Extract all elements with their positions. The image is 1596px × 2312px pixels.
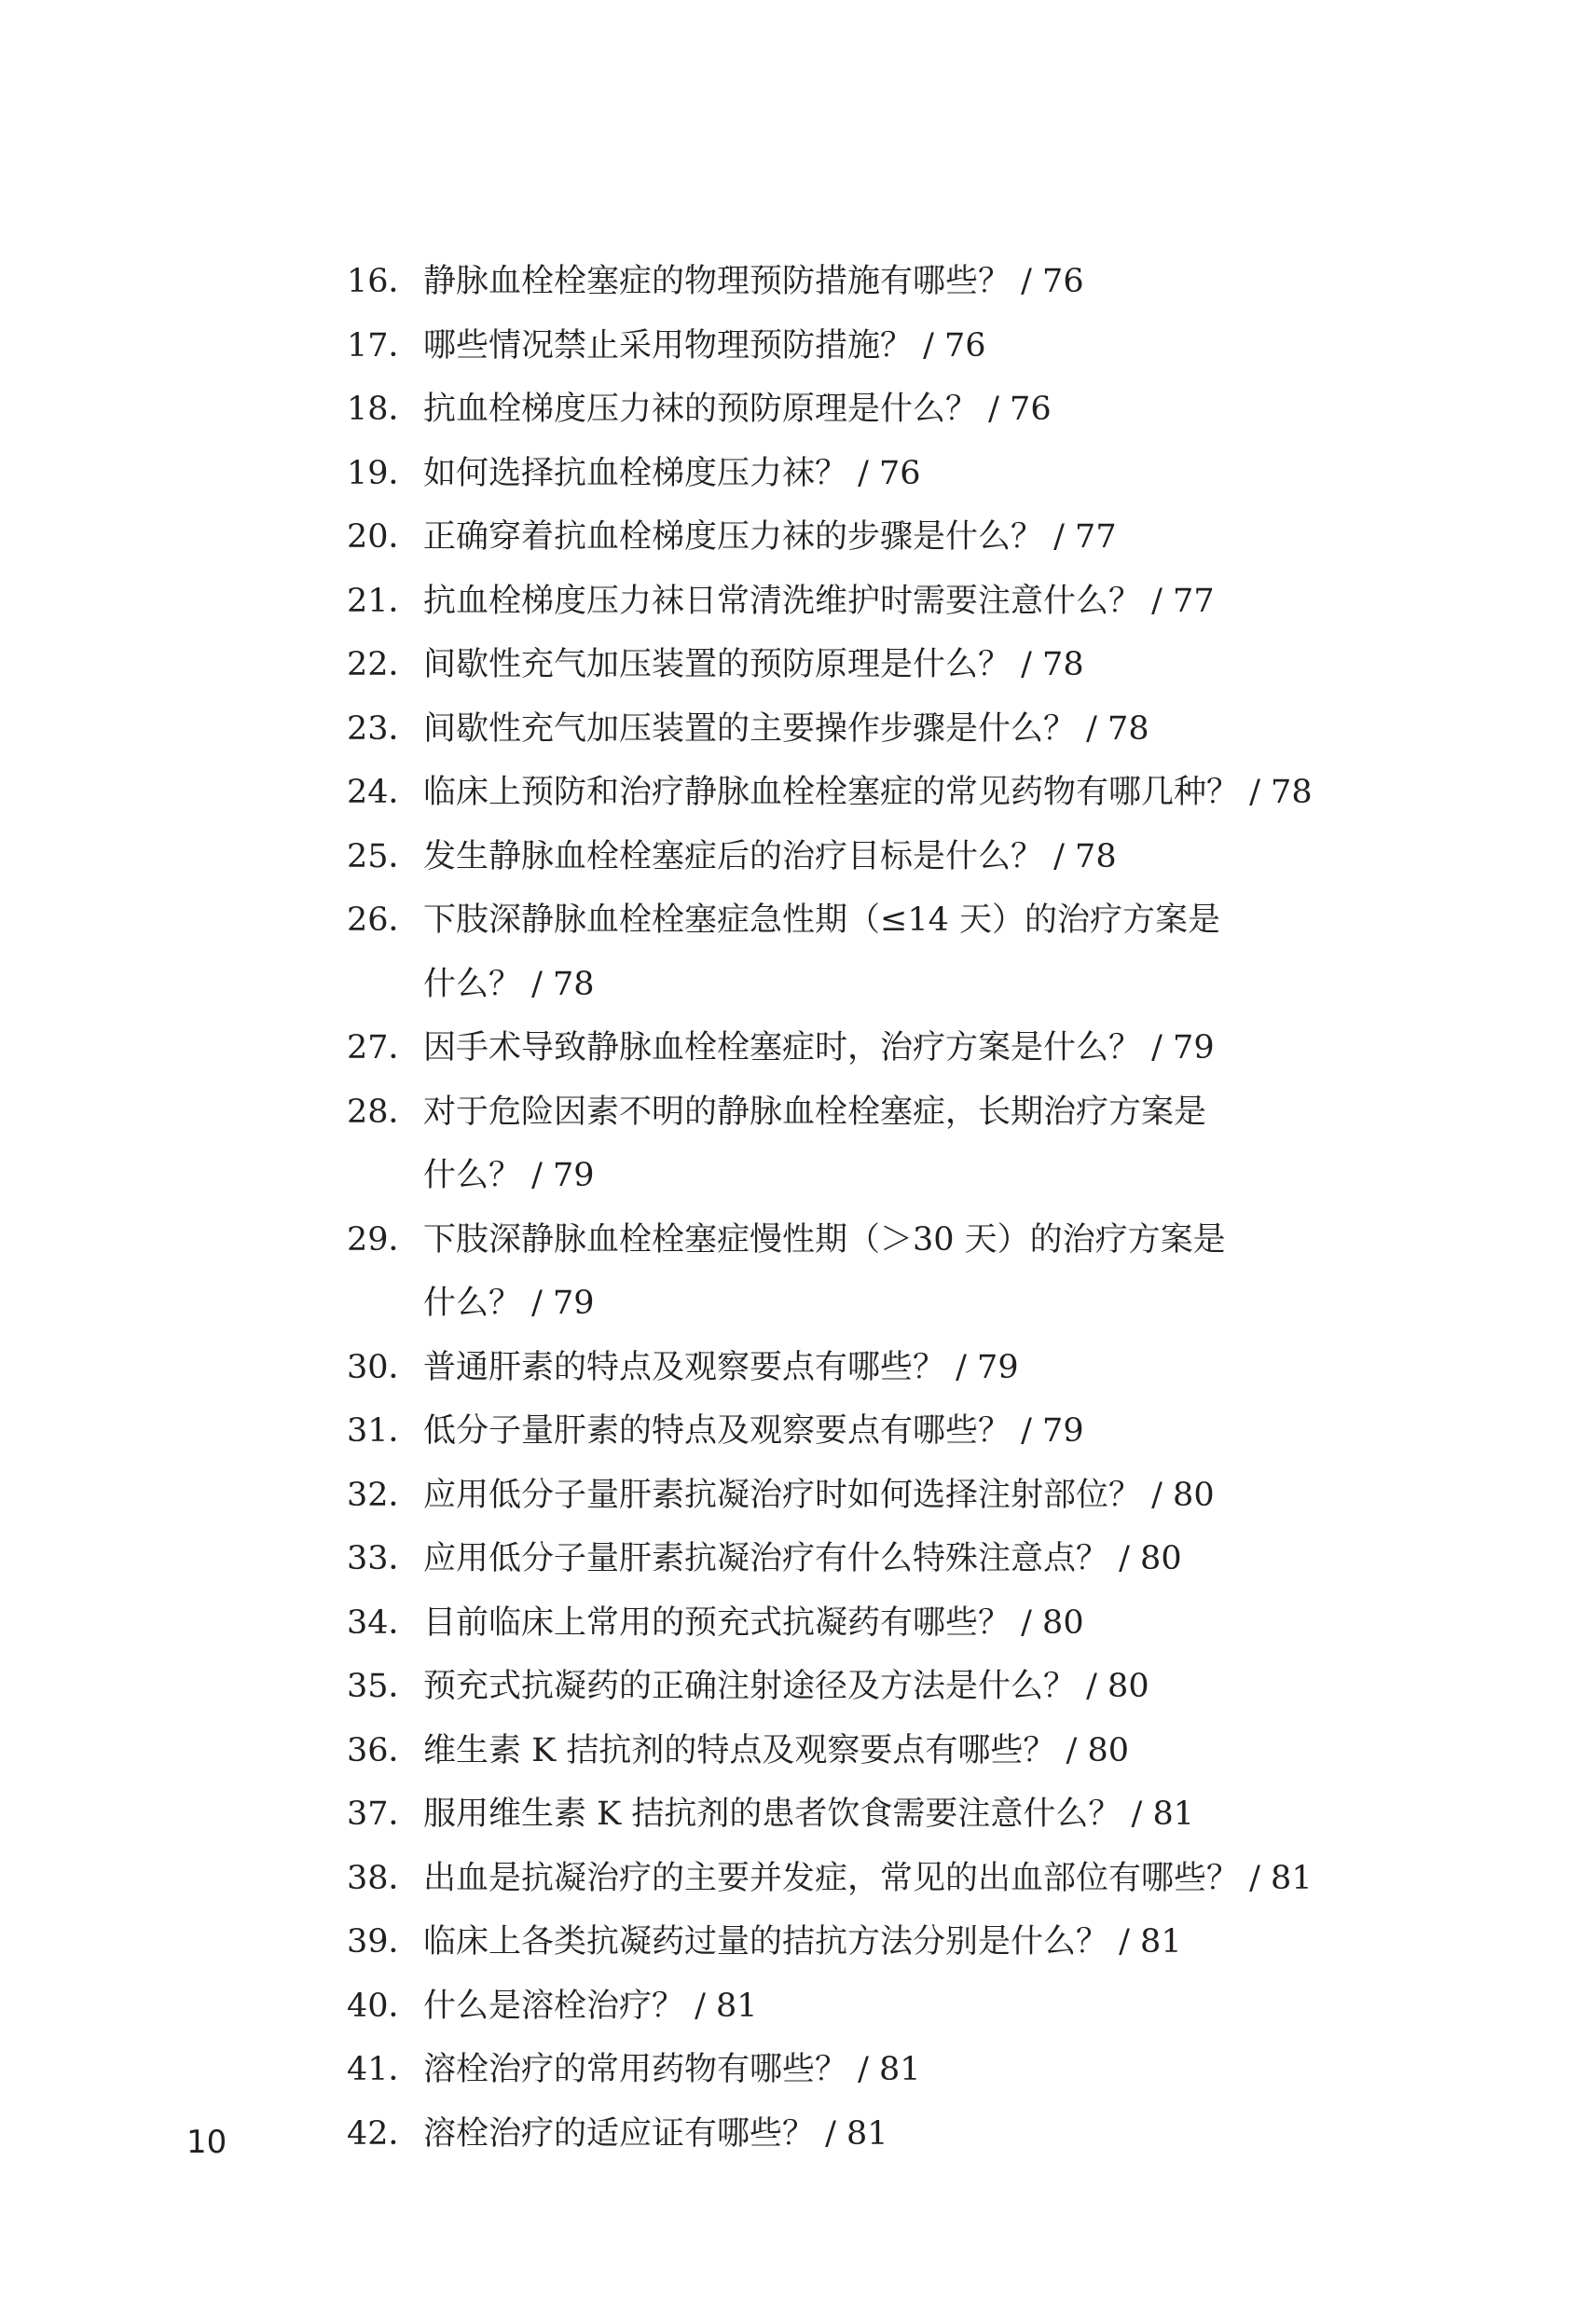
entry-title (423, 1080, 1206, 1208)
entry-title-line: 间歇性充气加压装置的预防原理是什么？ / 78 (423, 646, 1084, 683)
toc-entry (347, 570, 1391, 634)
entry-title-line: 下肢深静脉血栓栓塞症急性期（≤14 天）的治疗方案是 (423, 901, 1220, 939)
entry-title (423, 505, 1117, 570)
entry-title (423, 761, 1313, 825)
page-number: 10 (186, 2124, 227, 2161)
entry-title (423, 250, 1084, 314)
entry-number: 28． (347, 1093, 421, 1131)
entry-title-line: 应用低分子量肝素抗凝治疗时如何选择注射部位？ / 80 (423, 1476, 1215, 1514)
entry-title (423, 314, 986, 378)
entry-number: 26． (347, 901, 421, 939)
entry-title-line: 抗血栓梯度压力袜日常清洗维护时需要注意什么？ / 77 (423, 582, 1215, 620)
toc-entry (347, 505, 1391, 570)
entry-title-line: 预充式抗凝药的正确注射途径及方法是什么？ / 80 (423, 1668, 1149, 1705)
entry-title-line: 什么？ / 78 (423, 965, 595, 1003)
entry-title-line: 溶栓治疗的常用药物有哪些？ / 81 (423, 2051, 921, 2088)
entry-title (423, 1527, 1182, 1591)
entry-title-line: 发生静脉血栓栓塞症后的治疗目标是什么？ / 78 (423, 837, 1117, 875)
entry-title (423, 1655, 1149, 1719)
toc-entry (347, 633, 1391, 697)
toc-entry (347, 1399, 1391, 1464)
toc-entry (347, 1208, 1391, 1336)
entry-number: 19． (347, 454, 421, 492)
entry-number: 16． (347, 263, 421, 300)
entry-title (423, 1719, 1129, 1783)
entry-title (423, 570, 1215, 634)
entry-title-line: 应用低分子量肝素抗凝治疗有什么特殊注意点？ / 80 (423, 1540, 1182, 1577)
toc-entry (347, 378, 1391, 442)
toc-entry (347, 1975, 1391, 2039)
table-of-contents (347, 250, 1391, 2166)
entry-number: 35． (347, 1668, 421, 1705)
entry-number: 18． (347, 391, 421, 428)
entry-number: 25． (347, 837, 421, 875)
toc-entry (347, 1782, 1391, 1847)
entry-title (423, 1464, 1215, 1528)
entry-title-line: 因手术导致静脉血栓栓塞症时，治疗方案是什么？ / 79 (423, 1029, 1215, 1067)
entry-title-line: 如何选择抗血栓梯度压力袜？ / 76 (423, 454, 921, 492)
entry-title-line: 哪些情况禁止采用物理预防措施？ / 76 (423, 326, 986, 365)
toc-entry (347, 1847, 1391, 1911)
toc-entry (347, 1719, 1391, 1783)
entry-title-line: 抗血栓梯度压力袜的预防原理是什么？ / 76 (423, 391, 1052, 428)
entry-title (423, 1847, 1313, 1911)
entry-title-line: 什么是溶栓治疗？ / 81 (423, 1987, 758, 2025)
entry-number: 27． (347, 1029, 421, 1067)
toc-entry (347, 697, 1391, 762)
toc-entry (347, 1910, 1391, 1975)
entry-number: 39． (347, 1923, 421, 1961)
toc-entry (347, 1016, 1391, 1080)
entry-title-line: 对于危险因素不明的静脉血栓栓塞症，长期治疗方案是 (423, 1093, 1207, 1131)
toc-entry (347, 250, 1391, 314)
entry-number: 36． (347, 1731, 421, 1769)
toc-entry (347, 1464, 1391, 1528)
entry-title-line: 普通肝素的特点及观察要点有哪些？ / 79 (423, 1348, 1019, 1386)
toc-entry (347, 888, 1391, 1016)
toc-entry (347, 314, 1391, 378)
entry-number: 22． (347, 646, 421, 683)
entry-number: 23． (347, 709, 421, 748)
entry-title-line: 间歇性充气加压装置的主要操作步骤是什么？ / 78 (423, 709, 1149, 748)
entry-title (423, 633, 1084, 697)
entry-title-line: 溶栓治疗的适应证有哪些？ / 81 (423, 2114, 888, 2153)
toc-entry (347, 825, 1391, 889)
toc-entry (347, 442, 1391, 506)
entry-number: 37． (347, 1796, 421, 1833)
entry-title-line: 目前临床上常用的预充式抗凝药有哪些？ / 80 (423, 1603, 1084, 1642)
entry-title (423, 1975, 758, 2039)
toc-entry (347, 1336, 1391, 1400)
toc-entry (347, 2102, 1391, 2167)
entry-number: 38． (347, 1859, 421, 1897)
entry-title-line: 出血是抗凝治疗的主要并发症，常见的出血部位有哪些？ / 81 (423, 1859, 1313, 1897)
entry-title (423, 1016, 1215, 1080)
toc-entry (347, 1591, 1391, 1656)
entry-title-line: 静脉血栓栓塞症的物理预防措施有哪些？ / 76 (423, 263, 1084, 300)
entry-title (423, 1399, 1084, 1464)
entry-number: 21． (347, 582, 421, 620)
entry-title-line: 正确穿着抗血栓梯度压力袜的步骤是什么？ / 77 (423, 518, 1117, 556)
entry-title (423, 1782, 1194, 1847)
entry-title-line: 什么？ / 79 (423, 1285, 595, 1322)
entry-title-line: 维生素 K 拮抗剂的特点及观察要点有哪些？ / 80 (423, 1731, 1129, 1769)
toc-entry (347, 1527, 1391, 1591)
entry-number: 40． (347, 1987, 421, 2025)
entry-number: 41． (347, 2051, 421, 2088)
entry-title-line: 什么？ / 79 (423, 1157, 595, 1194)
entry-title (423, 442, 921, 506)
entry-title (423, 1910, 1182, 1975)
entry-number: 20． (347, 518, 421, 556)
entry-title (423, 888, 1220, 1016)
entry-title-line: 临床上各类抗凝药过量的拮抗方法分别是什么？ / 81 (423, 1923, 1182, 1961)
entry-number: 29． (347, 1220, 421, 1259)
entry-title (423, 1336, 1019, 1400)
entry-title-line: 低分子量肝素的特点及观察要点有哪些？ / 79 (423, 1412, 1084, 1450)
entry-title (423, 378, 1052, 442)
entry-title (423, 825, 1117, 889)
entry-title (423, 1208, 1226, 1336)
toc-entry (347, 761, 1391, 825)
entry-number: 17． (347, 326, 421, 365)
toc-entry (347, 2038, 1391, 2102)
entry-title-line: 临床上预防和治疗静脉血栓栓塞症的常见药物有哪几种？ / 78 (423, 774, 1313, 811)
entry-number: 31． (347, 1412, 421, 1450)
entry-title (423, 1591, 1084, 1656)
entry-number: 24． (347, 774, 421, 811)
entry-number: 42． (347, 2114, 421, 2153)
entry-title (423, 2038, 921, 2102)
entry-title-line: 服用维生素 K 拮抗剂的患者饮食需要注意什么？ / 81 (423, 1796, 1194, 1833)
toc-entry (347, 1080, 1391, 1208)
entry-number: 30． (347, 1348, 421, 1386)
entry-title (423, 697, 1149, 762)
entry-number: 32． (347, 1476, 421, 1514)
entry-number: 34． (347, 1603, 421, 1642)
toc-entry (347, 1655, 1391, 1719)
entry-title (423, 2102, 888, 2167)
entry-number: 33． (347, 1540, 421, 1577)
entry-title-line: 下肢深静脉血栓栓塞症慢性期（＞30 天）的治疗方案是 (423, 1220, 1226, 1259)
